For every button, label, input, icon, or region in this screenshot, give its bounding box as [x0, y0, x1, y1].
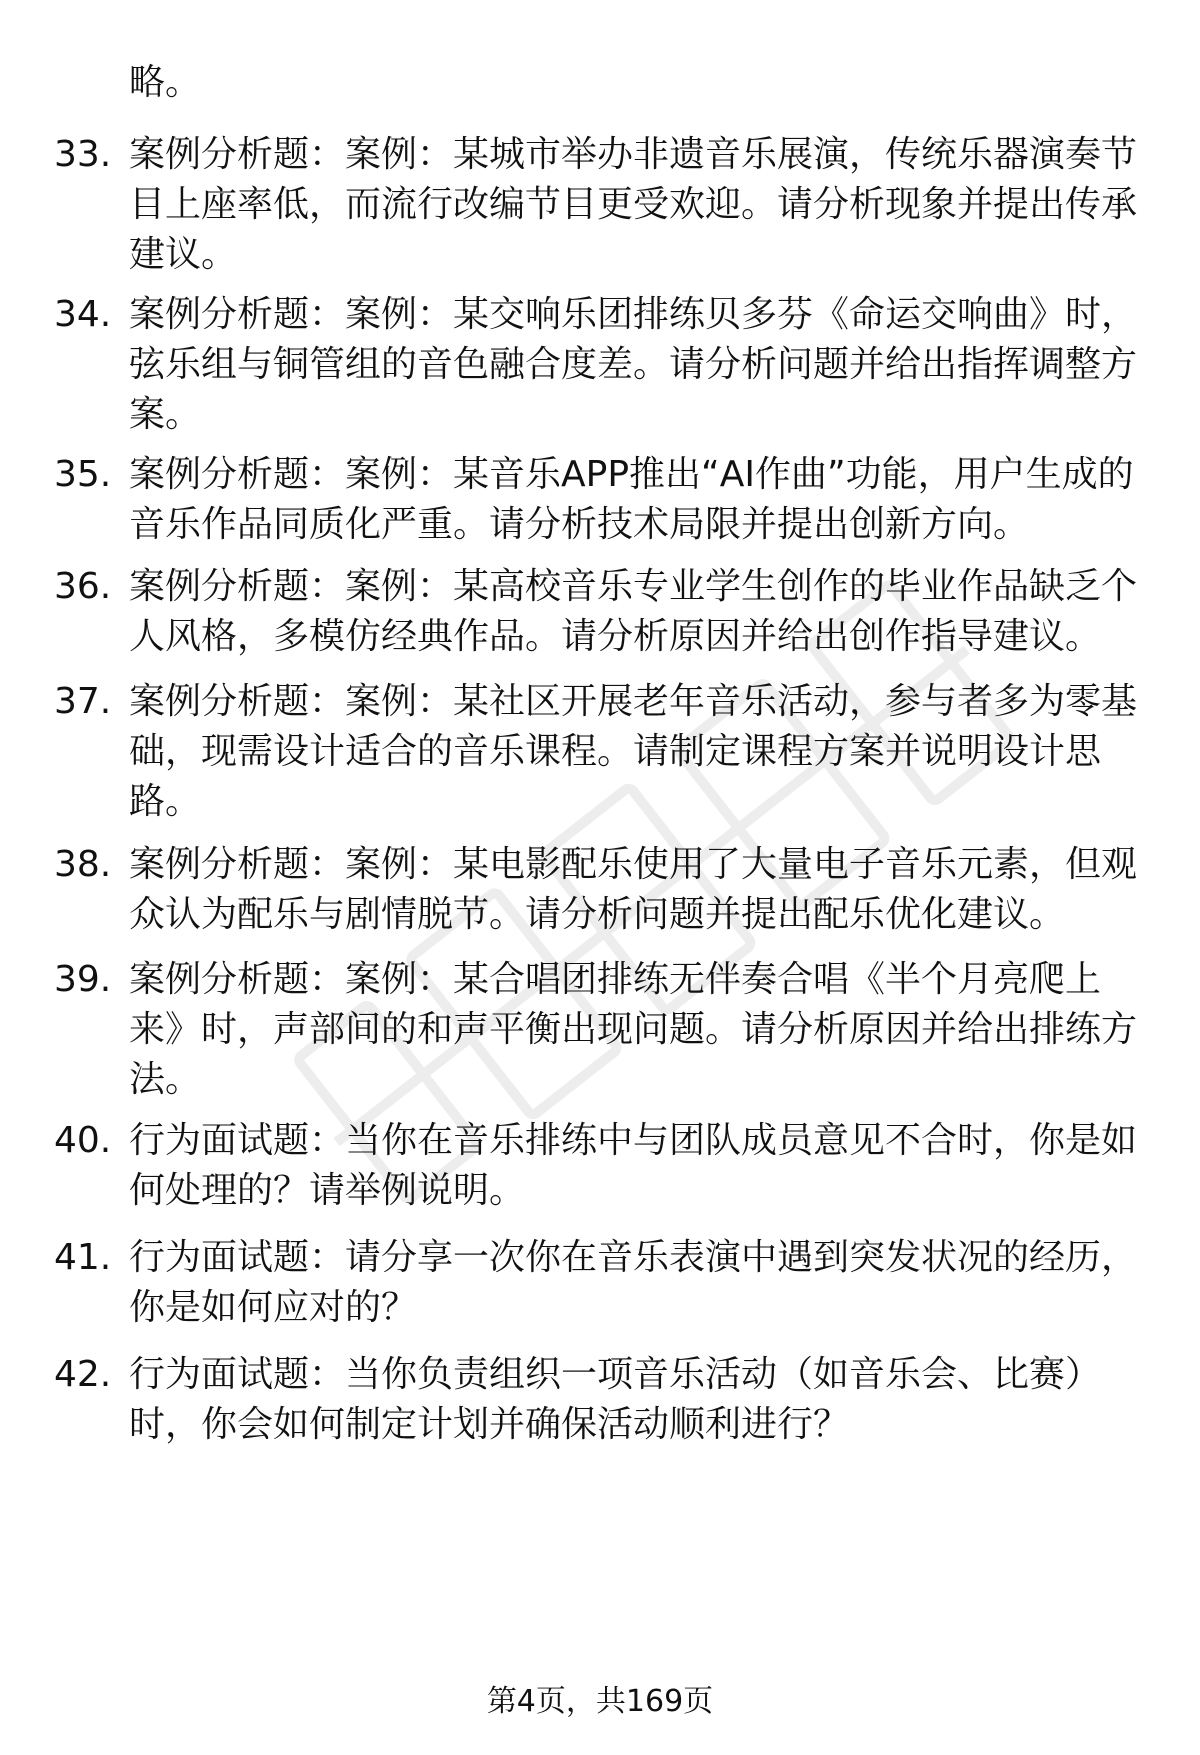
question-text: 行为面试题：请分享一次你在音乐表演中遇到突发状况的经历，你是如何应对的？ [129, 1237, 1138, 1328]
question-number: 38. [54, 844, 112, 885]
question-number: 33. [54, 134, 112, 175]
question-text: 行为面试题：当你负责组织一项音乐活动（如音乐会、比赛）时，你会如何制定计划并确保活动顺利进行？ [129, 1354, 1102, 1445]
question-number: 37. [54, 681, 112, 722]
question-text: 案例分析题：案例：某社区开展老年音乐活动，参与者多为零基础，现需设计适合的音乐课程。请制定课程方案并说明设计思路。 [129, 681, 1138, 822]
question-number: 36. [54, 566, 112, 607]
question-number: 34. [54, 294, 112, 335]
question-text: 案例分析题：案例：某电影配乐使用了大量电子音乐元素，但观众认为配乐与剧情脱节。请分析问题并提出配乐优化建议。 [129, 844, 1138, 935]
continuation-text: 略。 [129, 62, 202, 103]
question-text: 案例分析题：案例：某城市举办非遗音乐展演，传统乐器演奏节目上座率低，而流行改编节目更受欢迎。请分析现象并提出传承建议。 [129, 134, 1138, 275]
question-text: 案例分析题：案例：某高校音乐专业学生创作的毕业作品缺乏个人风格，多模仿经典作品。请分析原因并给出创作指导建议。 [129, 566, 1138, 657]
question-number: 40. [54, 1120, 112, 1161]
question-text: 行为面试题：当你在音乐排练中与团队成员意见不合时，你是如何处理的？请举例说明。 [129, 1120, 1138, 1211]
question-text: 案例分析题：案例：某音乐APP推出“AI作曲”功能，用户生成的音乐作品同质化严重。请分析技术局限并提出创新方向。 [129, 454, 1134, 545]
question-text: 案例分析题：案例：某合唱团排练无伴奏合唱《半个月亮爬上来》时，声部间的和声平衡出现问题。请分析原因并给出排练方法。 [129, 959, 1138, 1100]
question-number: 35. [54, 454, 112, 495]
question-number: 39. [54, 959, 112, 1000]
page-footer: 第4页，共169页 [486, 1684, 714, 1719]
question-number: 41. [54, 1237, 112, 1278]
question-number: 42. [54, 1354, 112, 1395]
question-text: 案例分析题：案例：某交响乐团排练贝多芬《命运交响曲》时，弦乐组与铜管组的音色融合度差。请分析问题并给出指挥调整方案。 [129, 294, 1138, 435]
